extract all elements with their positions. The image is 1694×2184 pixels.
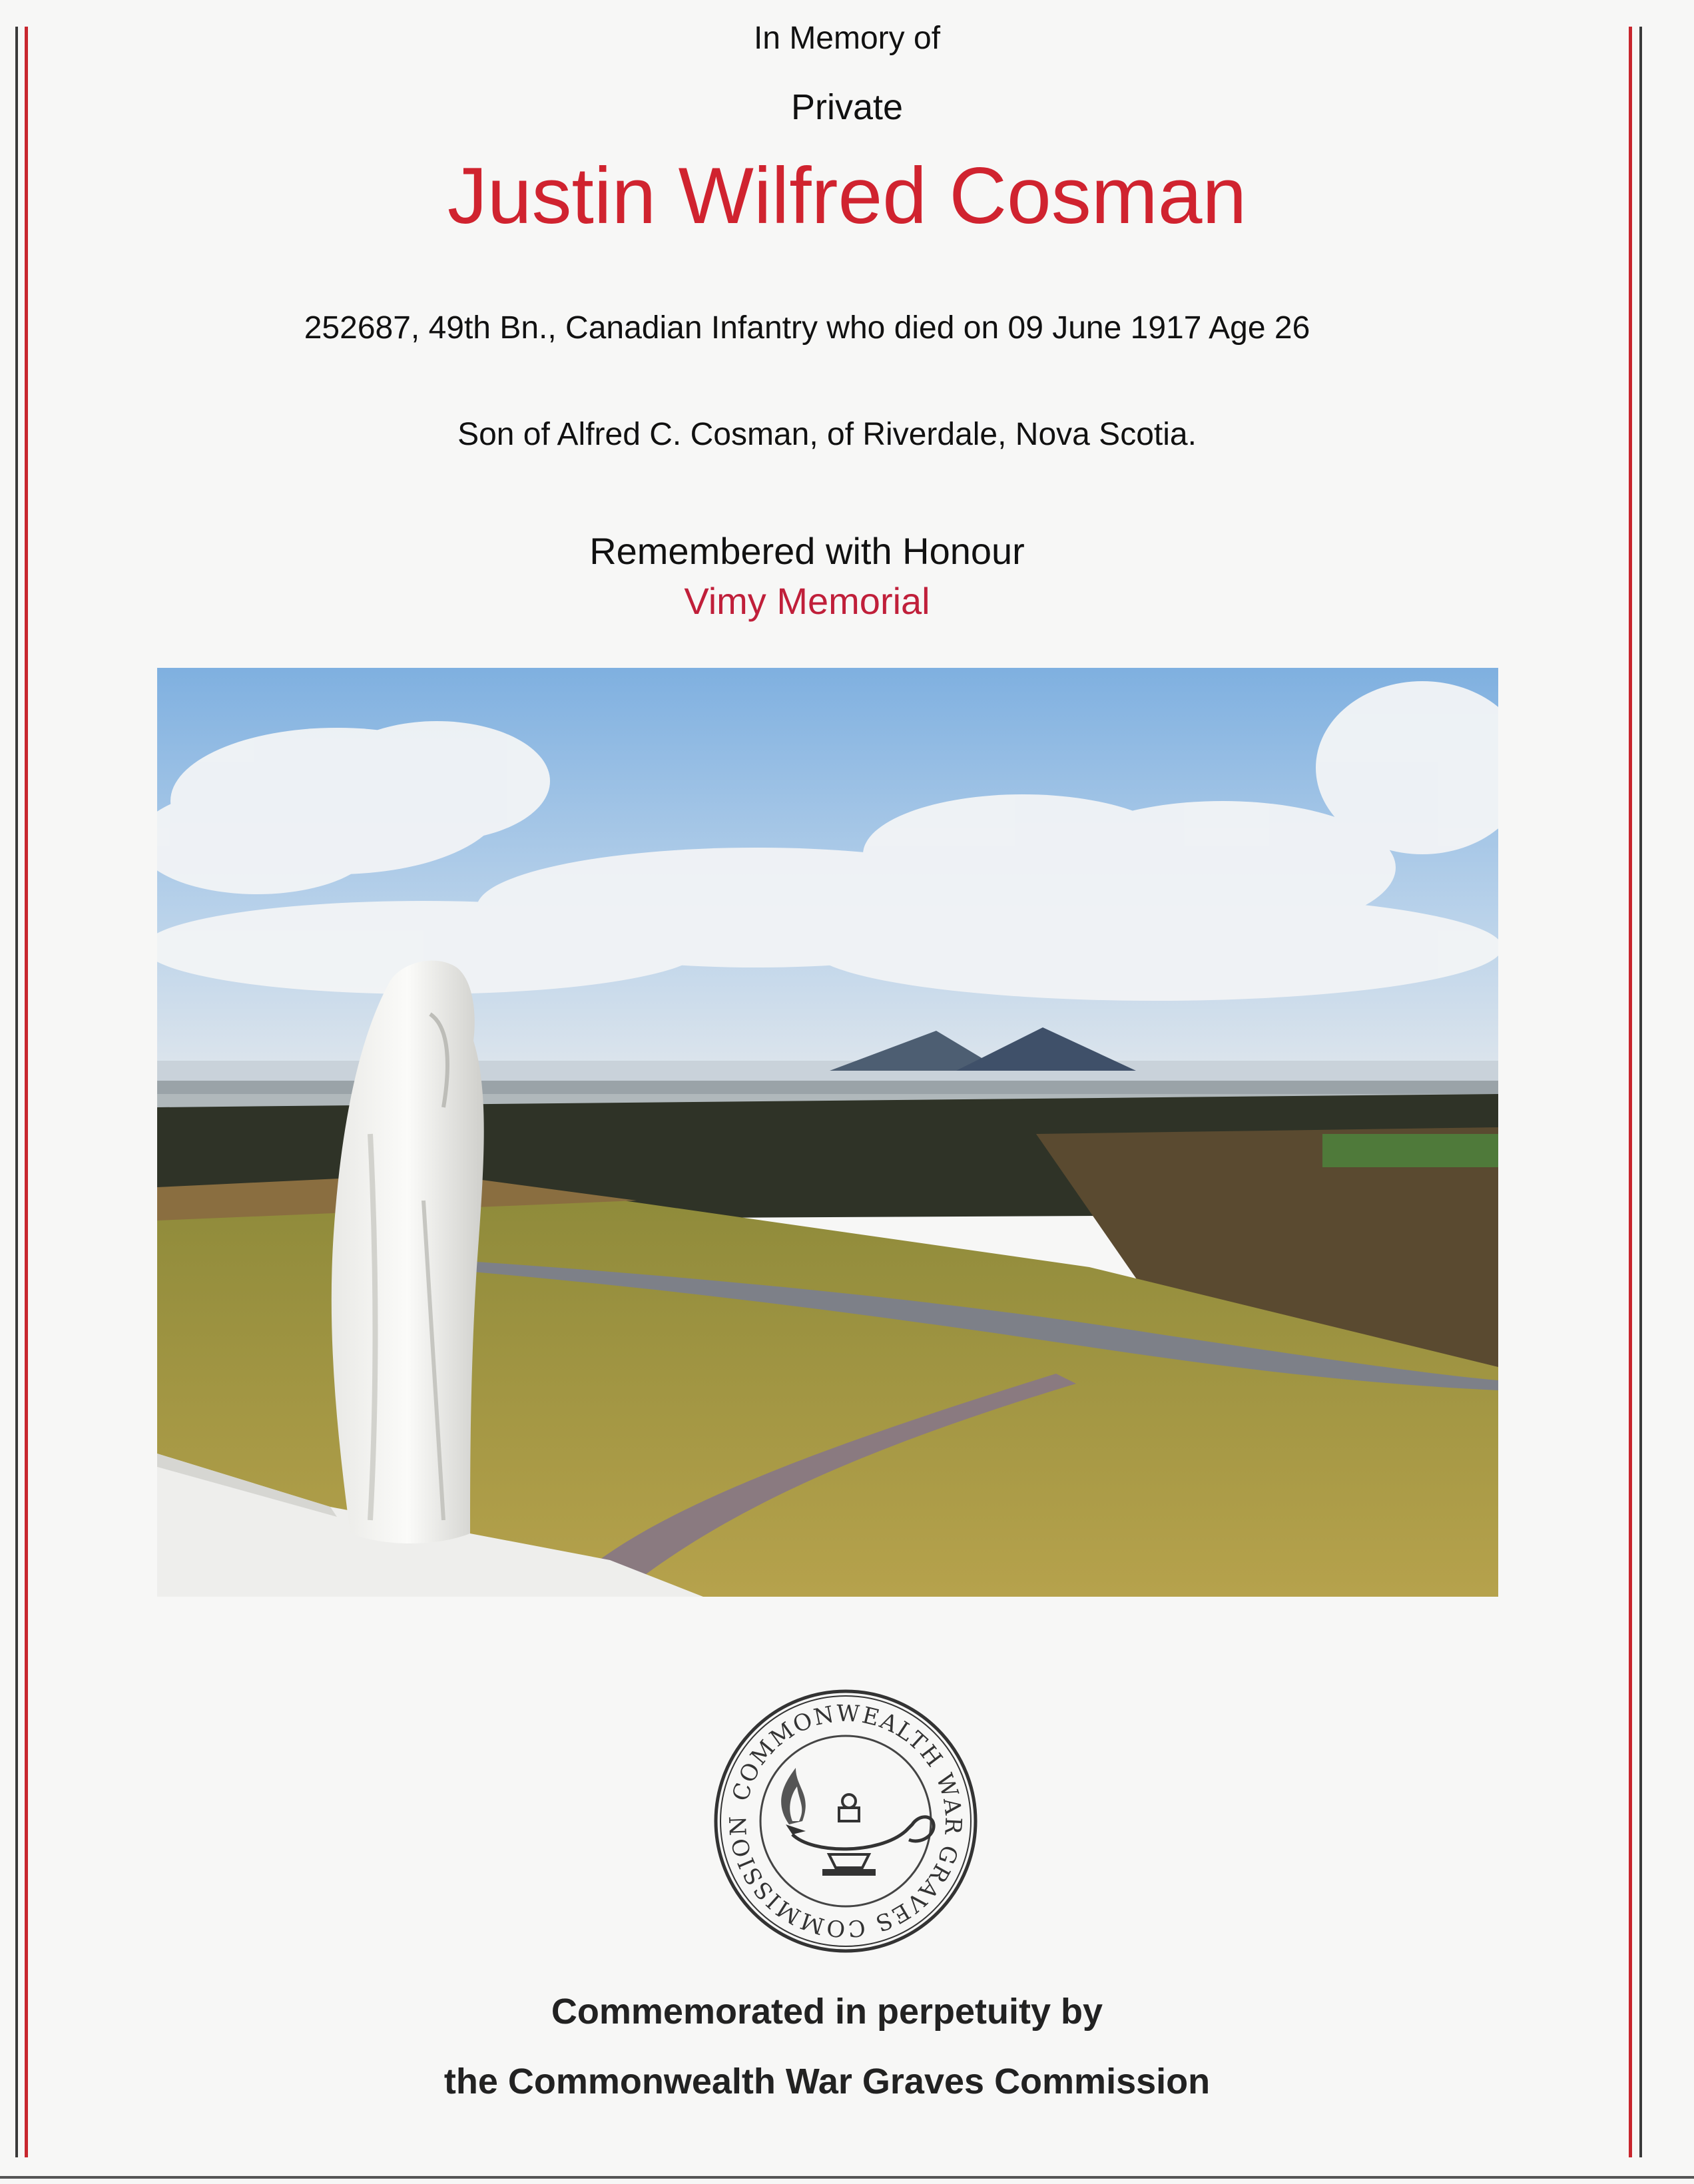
heading: In Memory of: [753, 21, 941, 56]
remembered-with-honour: Remembered with Honour: [589, 530, 1025, 572]
memorial-name: Vimy Memorial: [684, 580, 930, 622]
footer-line-2: the Commonwealth War Graves Commission: [443, 2061, 1211, 2101]
soldier-name: Justin Wilfred Cosman: [447, 151, 1247, 240]
seal-ring-text: COMMONWEALTH WAR GRAVES COMMISSION: [724, 1700, 967, 1942]
left-border-red: [25, 27, 28, 2157]
rank: Private: [790, 87, 904, 127]
right-border-dark: [1639, 27, 1642, 2157]
right-border-red: [1629, 27, 1632, 2157]
footer-line-1: Commemorated in perpetuity by: [551, 1992, 1103, 2032]
family-details: Son of Alfred C. Cosman, of Riverdale, Nova Scotia.: [457, 417, 1197, 452]
service-details: 252687, 49th Bn., Canadian Infantry who died on 09 June 1917 Age 26: [304, 310, 1310, 346]
cwgc-seal-logo: [712, 1688, 979, 1954]
vimy-memorial-photo: [157, 668, 1498, 1597]
left-border-dark: [15, 27, 18, 2157]
bottom-edge: [0, 2176, 1694, 2179]
